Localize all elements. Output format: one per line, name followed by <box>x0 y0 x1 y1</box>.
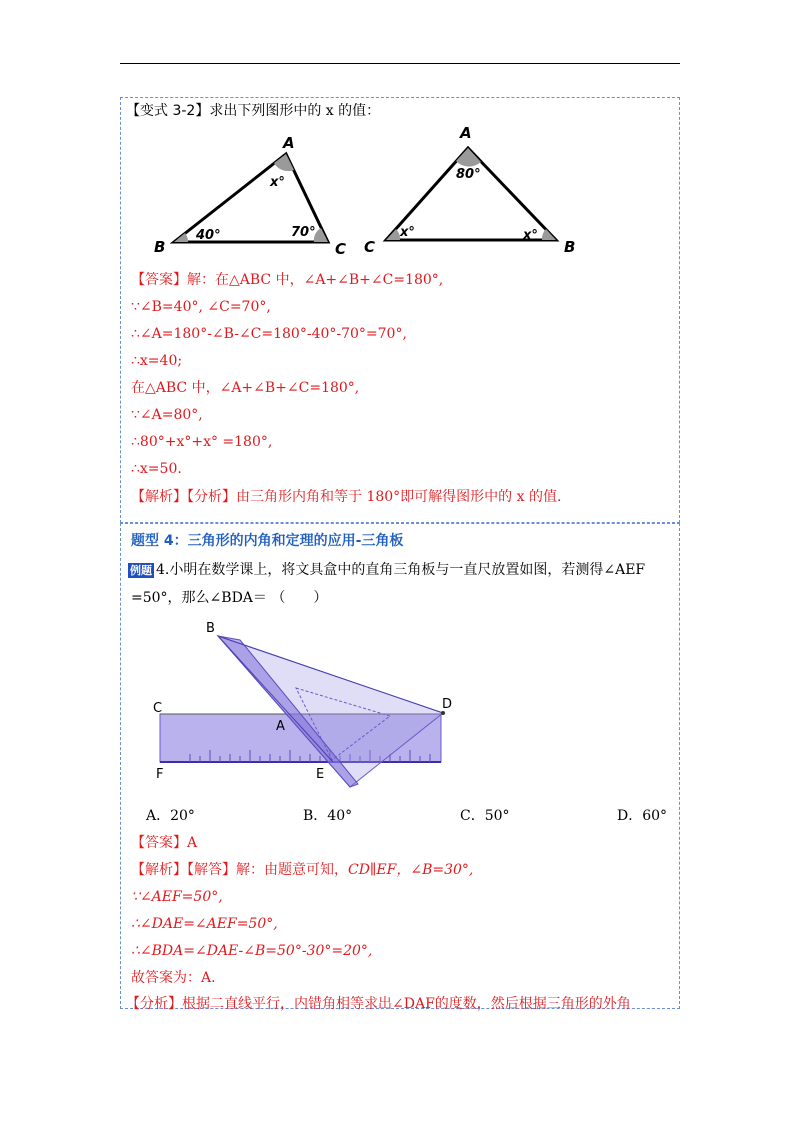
fig1-vertex-a: A <box>283 134 295 152</box>
answer1-line3: ∴∠A=180°-∠B-∠C=180°-40°-70°=70°, <box>131 326 407 342</box>
example-line1-text: 4.小明在数学课上，将文具盒中的直角三角板与一直尺放置如图，若测得∠AEF <box>156 562 646 578</box>
fig2-vertex-c: C <box>364 238 376 256</box>
answer1-line1 <box>131 270 443 290</box>
answer1-line5: 在△ABC 中，∠A+∠B+∠C=180°, <box>131 380 360 396</box>
answer2-line1 <box>131 860 473 880</box>
example-line1 <box>128 560 645 580</box>
label-a: A <box>276 719 285 734</box>
answer1-line7: ∴80°+x°+x° =180°, <box>131 434 273 450</box>
fig2-angle-a: 80° <box>456 167 481 182</box>
label-e: E <box>316 767 325 782</box>
triangle-figure-2 <box>360 122 590 258</box>
answer2-formula: CD∥EF，∠B=30°, <box>348 862 474 878</box>
fig2-angle-c: x° <box>400 225 415 240</box>
fig1-angle-c: 70° <box>291 225 316 240</box>
answer1-label: 【答案】 <box>131 272 187 288</box>
variant-question-text: 求出下列图形中的 x 的值： <box>209 103 381 119</box>
triangle-figure-1 <box>150 128 360 258</box>
label-d: D <box>442 697 453 712</box>
option-d[interactable]: D．60° <box>617 808 668 824</box>
answer2-label: 【答案】A <box>131 835 198 851</box>
label-c: C <box>153 701 163 716</box>
answer1-line2: ∵∠B=40°, ∠C=70°, <box>131 299 271 315</box>
answer2-analysis: 【分析】根据二直线平行，内错角相等求出∠DAF的度数，然后根据三角形的外角 <box>126 996 631 1012</box>
option-a[interactable]: A．20° <box>146 808 195 824</box>
ruler-triangle-figure <box>140 612 480 792</box>
angle-b-mark <box>174 233 188 242</box>
example-line2: =50°，那么∠BDA＝ （ ） <box>131 590 328 606</box>
fig1-vertex-c: C <box>335 240 347 258</box>
fig2-angle-b: x° <box>523 228 538 243</box>
answer1-line1-text: 解：在△ABC 中，∠A+∠B+∠C=180°, <box>187 272 444 288</box>
answer2-line3: ∴∠DAE=∠AEF=50°, <box>131 916 278 932</box>
answer2-prefix: 【解析】【解答】解：由题意可知， <box>131 862 348 878</box>
label-b: B <box>206 621 215 636</box>
section-title: 题型 4：三角形的内角和定理的应用-三角板 <box>131 533 404 549</box>
fig1-vertex-b: B <box>154 238 166 256</box>
example-tag: 例题 <box>130 564 152 577</box>
fig1-angle-b: 40° <box>196 228 221 243</box>
answer1-line4: ∴x=40; <box>131 353 183 369</box>
option-b[interactable]: B．40° <box>303 808 353 824</box>
variant-question <box>126 101 380 121</box>
answer1-analysis: 【解析】【分析】由三角形内角和等于 180°即可解得图形中的 x 的值. <box>131 489 562 505</box>
answer1-line8: ∴x=50. <box>131 461 182 477</box>
variant-tag: 【变式 3-2】 <box>126 103 210 119</box>
fig1-angle-a: x° <box>270 175 285 190</box>
answer2-line2: ∵∠AEF=50°, <box>131 889 223 905</box>
label-f: F <box>156 767 164 782</box>
header-rule <box>120 63 680 64</box>
answer2-line4: ∴∠BDA=∠DAE-∠B=50°-30°=20°, <box>131 943 373 959</box>
fig2-vertex-b: B <box>564 238 576 256</box>
fig2-vertex-a: A <box>460 124 472 142</box>
answer1-line6: ∵∠A=80°, <box>131 407 203 423</box>
option-c[interactable]: C．50° <box>460 808 510 824</box>
answer2-line5: 故答案为：A. <box>131 970 216 986</box>
